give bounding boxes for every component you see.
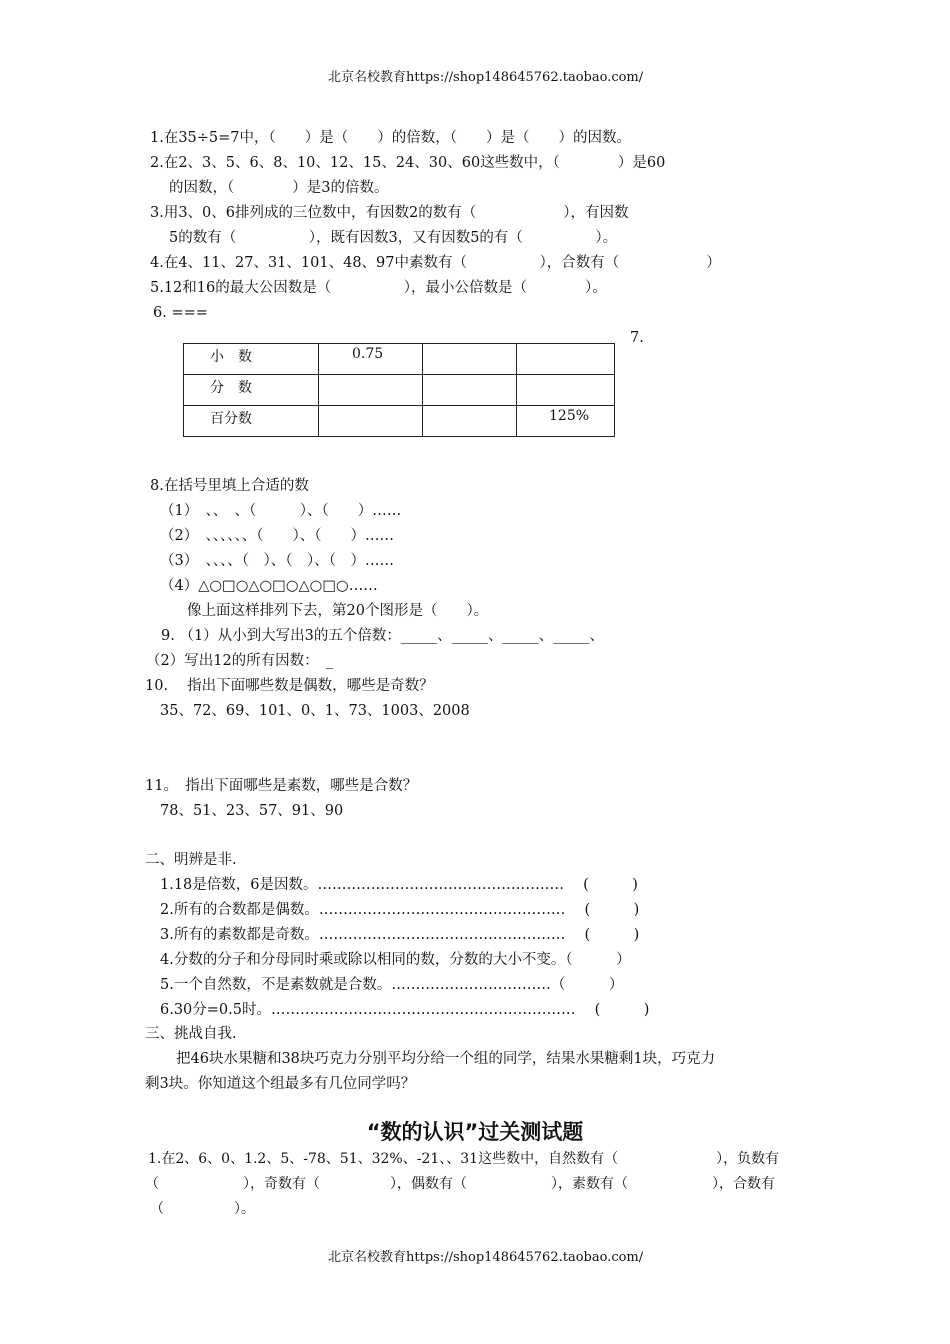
part-3-heading: 三、挑战自我. (145, 1026, 237, 1042)
table-row (184, 344, 615, 375)
table-cell: 0.75 (319, 344, 423, 375)
judgement-item-4: 4.分数的分子和分母同时乘或除以相同的数，分数的大小不变。（ ） (160, 952, 631, 968)
table-cell: 小 数 (184, 344, 319, 375)
question-11: 11。 指出下面哪些是素数，哪些是合数？ (145, 778, 418, 794)
question-9-2: （2）写出12的所有因数： _ (146, 653, 334, 669)
section-2-line-1: 1.在2、6、0、1.2、5、-78、51、32%、-21、、31这些数中，自然数有（ ），负数有 (148, 1151, 780, 1167)
question-4: 4.在4、11、27、31、101、48、97中素数有（ ），合数有（ ） (150, 255, 721, 271)
question-8-title: 8.在括号里填上合适的数 (150, 478, 309, 494)
question-2-line-1: 2.在2、3、5、6、8、10、12、15、24、30、60这些数中，（ ）是60 (150, 155, 666, 171)
judgement-item-3: 3.所有的素数都是奇数。…………………………………………… ( ) (160, 927, 640, 943)
question-1: 1.在35÷5=7中，（ ）是（ ）的倍数，（ ）是（ ）的因数。 (150, 130, 632, 146)
part-2-heading: 二、明辨是非. (145, 852, 237, 868)
question-11-numbers: 78、51、23、57、91、90 (160, 803, 344, 819)
table-cell (423, 344, 517, 375)
judgement-item-1: 1.18是倍数，6是因数。…………………………………………… ( ) (160, 877, 638, 893)
section-2-line-2: （ ），奇数有（ ），偶数有（ ），素数有（ ），合数有 (145, 1176, 775, 1192)
judgement-item-5: 5.一个自然数，不是素数就是合数。……………………………（ ） (160, 977, 624, 993)
question-8-3: （3） 、、、、（ ）、（ ）、（ ）…… (160, 553, 394, 569)
table-cell (517, 344, 615, 375)
conversion-table (183, 343, 615, 437)
part-3-problem-line-1: 把46块水果糖和38块巧克力分别平均分给一个组的同学，结果水果糖剩1块，巧克力 (176, 1051, 716, 1067)
question-3-line-1: 3.用3、0、6排列成的三位数中，有因数2的数有（ ），有因数 (150, 205, 629, 221)
table-row (184, 375, 615, 406)
question-10-numbers: 35、72、69、101、0、1、73、1003、2008 (160, 703, 470, 719)
question-8-1: （1） 、、 、（ ）、（ ）…… (160, 503, 402, 519)
question-8-4: （4）△○□○△○□○△○□○…… (160, 578, 378, 594)
question-10: 10. 指出下面哪些数是偶数，哪些是奇数？ (145, 678, 434, 694)
page-footer: 北京名校教育https://shop148645762.taobao.com/ (328, 1250, 644, 1265)
question-6: 6. === (153, 305, 208, 321)
section-2-line-3: （ ）。 (150, 1201, 255, 1217)
page-header: 北京名校教育https://shop148645762.taobao.com/ (328, 70, 644, 85)
table-cell: 百分数 (184, 406, 319, 437)
table-row (184, 406, 615, 437)
table-cell: 分 数 (184, 375, 319, 406)
table-cell (423, 375, 517, 406)
table-cell: 125% (517, 406, 615, 437)
table-cell (319, 375, 423, 406)
question-2-line-2: 的因数，（ ）是3的倍数。 (169, 180, 389, 196)
question-3-line-2: 5的数有（ ），既有因数3，又有因数5的有（ ）。 (169, 230, 618, 246)
question-9-1: 9. （1）从小到大写出3的五个倍数：_____、_____、_____、_____、 (161, 628, 604, 644)
judgement-item-6: 6.30分=0.5时。……………………………………………………… ( ) (160, 1002, 650, 1018)
table-cell (517, 375, 615, 406)
judgement-item-2: 2.所有的合数都是偶数。…………………………………………… ( ) (160, 902, 640, 918)
section-title: “数的认识”过关测试题 (366, 1120, 584, 1144)
question-8-2: （2） 、、、、、、（ ）、（ ）…… (160, 528, 394, 544)
question-8-4-sub: 像上面这样排列下去，第20个图形是（ ）。 (187, 603, 489, 619)
table-cell (319, 406, 423, 437)
question-7: 7. (630, 330, 644, 346)
part-3-problem-line-2: 剩3块。你知道这个组最多有几位同学吗？ (145, 1076, 416, 1092)
table-cell (423, 406, 517, 437)
question-5: 5.12和16的最大公因数是（ ），最小公倍数是（ ）。 (150, 280, 607, 296)
